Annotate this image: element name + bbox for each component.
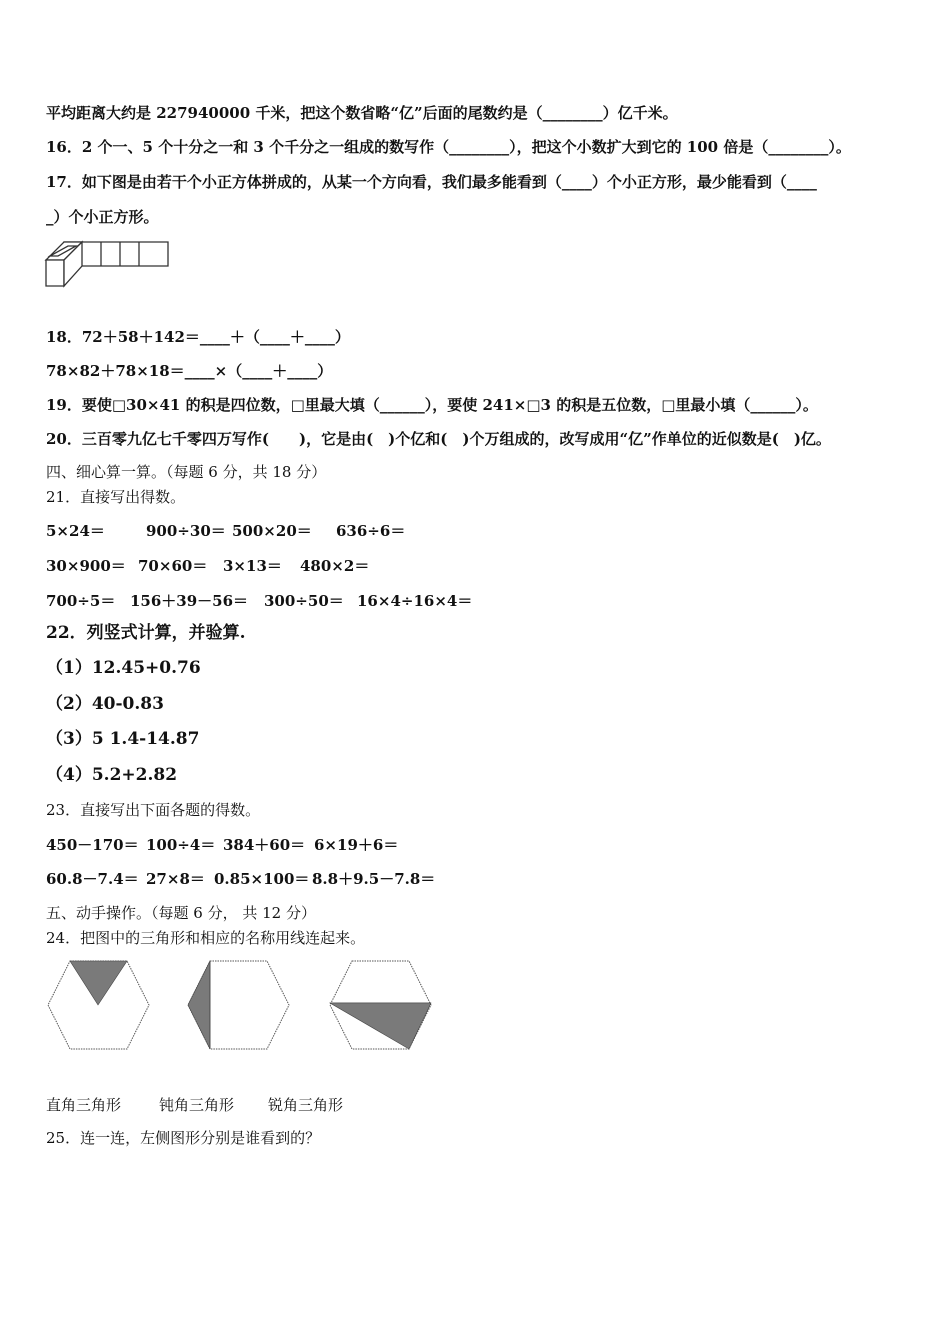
question-21-title: 21．直接写出得数。	[46, 488, 186, 506]
question-18-line1: 18．72＋58＋142＝____＋（____＋____）	[46, 328, 350, 346]
q21-row-2	[46, 556, 369, 576]
q21-item: 16×4÷16×4＝	[357, 592, 473, 610]
q21-item: 700÷5＝	[46, 592, 116, 610]
question-20: 20．三百零九亿七千零四万写作( )，它是由( )个亿和( )个万组成的，改写成用“亿”作单位的近似数是( )亿。	[46, 430, 831, 448]
shaded-triangle	[330, 1003, 431, 1049]
shaded-triangle	[70, 961, 127, 1005]
q21-item: 500×20＝	[232, 522, 312, 540]
question-19: 19．要使□30×41 的积是四位数，□里最大填（______），要使 241×□3 的积是五位数，□里最小填（______）。	[46, 396, 818, 414]
q21-item: 480×2＝	[300, 557, 370, 575]
q21-item: 900÷30＝	[146, 522, 226, 540]
q21-item: 30×900＝	[46, 557, 126, 575]
q23-item: 100÷4＝	[146, 836, 216, 854]
q23-item: 384＋60＝	[223, 836, 306, 854]
q24-labels	[46, 1095, 343, 1115]
cube-figure	[44, 238, 172, 290]
question-17-line2: _）个小正方形。	[46, 208, 159, 226]
label-right-triangle: 直角三角形	[46, 1096, 122, 1114]
q21-item: 636÷6＝	[336, 522, 406, 540]
label-acute-triangle: 锐角三角形	[268, 1096, 344, 1114]
q21-item: 300÷50＝	[264, 592, 344, 610]
q21-row-3	[46, 591, 472, 611]
q21-item: 5×24＝	[46, 522, 105, 540]
q23-item: 450－170＝	[46, 836, 139, 854]
q22-item-2: （2）40-0.83	[46, 694, 164, 714]
q23-item: 6×19＋6＝	[314, 836, 399, 854]
q22-item-3: （3）5 1.4-14.87	[46, 729, 200, 749]
q23-item: 60.8－7.4＝	[46, 870, 139, 888]
q23-item: 27×8＝	[146, 870, 205, 888]
q21-row-1	[46, 521, 405, 541]
q23-item: 0.85×100＝	[214, 870, 310, 888]
shaded-triangle	[188, 961, 210, 1049]
question-23-title: 23．直接写出下面各题的得数。	[46, 801, 261, 819]
label-obtuse-triangle: 钝角三角形	[159, 1096, 235, 1114]
q23-row-1	[46, 835, 398, 855]
question-25-title: 25．连一连，左侧图形分别是谁看到的？	[46, 1129, 321, 1147]
q21-item: 3×13＝	[223, 557, 282, 575]
section-5-heading: 五、动手操作。（每题 6 分， 共 12 分）	[46, 904, 316, 922]
hexagon-figure-1	[46, 958, 152, 1052]
question-18-line2: 78×82＋78×18＝____×（____＋____）	[46, 362, 333, 380]
q21-item: 70×60＝	[138, 557, 208, 575]
question-15-tail: 平均距离大约是 227940000 千米，把这个数省略“亿”后面的尾数约是（________）亿千米。	[46, 104, 678, 122]
question-22-title: 22．列竖式计算，并验算.	[46, 623, 246, 643]
hexagon-figure-3	[328, 958, 434, 1052]
hexagon-figure-2	[186, 958, 292, 1052]
section-4-heading: 四、细心算一算。（每题 6 分，共 18 分）	[46, 463, 327, 481]
question-16: 16．2 个一、5 个十分之一和 3 个千分之一组成的数写作（________），把这个小数扩大到它的 100 倍是（________）。	[46, 138, 851, 156]
q23-item: 8.8＋9.5－7.8＝	[312, 870, 436, 888]
q23-row-2	[46, 869, 435, 889]
q21-item: 156＋39－56＝	[130, 592, 249, 610]
question-24-title: 24．把图中的三角形和相应的名称用线连起来。	[46, 929, 366, 947]
q22-item-4: （4）5.2+2.82	[46, 765, 178, 785]
question-17-line1: 17．如下图是由若干个小正方体拼成的，从某一个方向看，我们最多能看到（____）个小正方形，最少能看到（____	[46, 173, 817, 191]
q22-item-1: （1）12.45+0.76	[46, 658, 201, 678]
